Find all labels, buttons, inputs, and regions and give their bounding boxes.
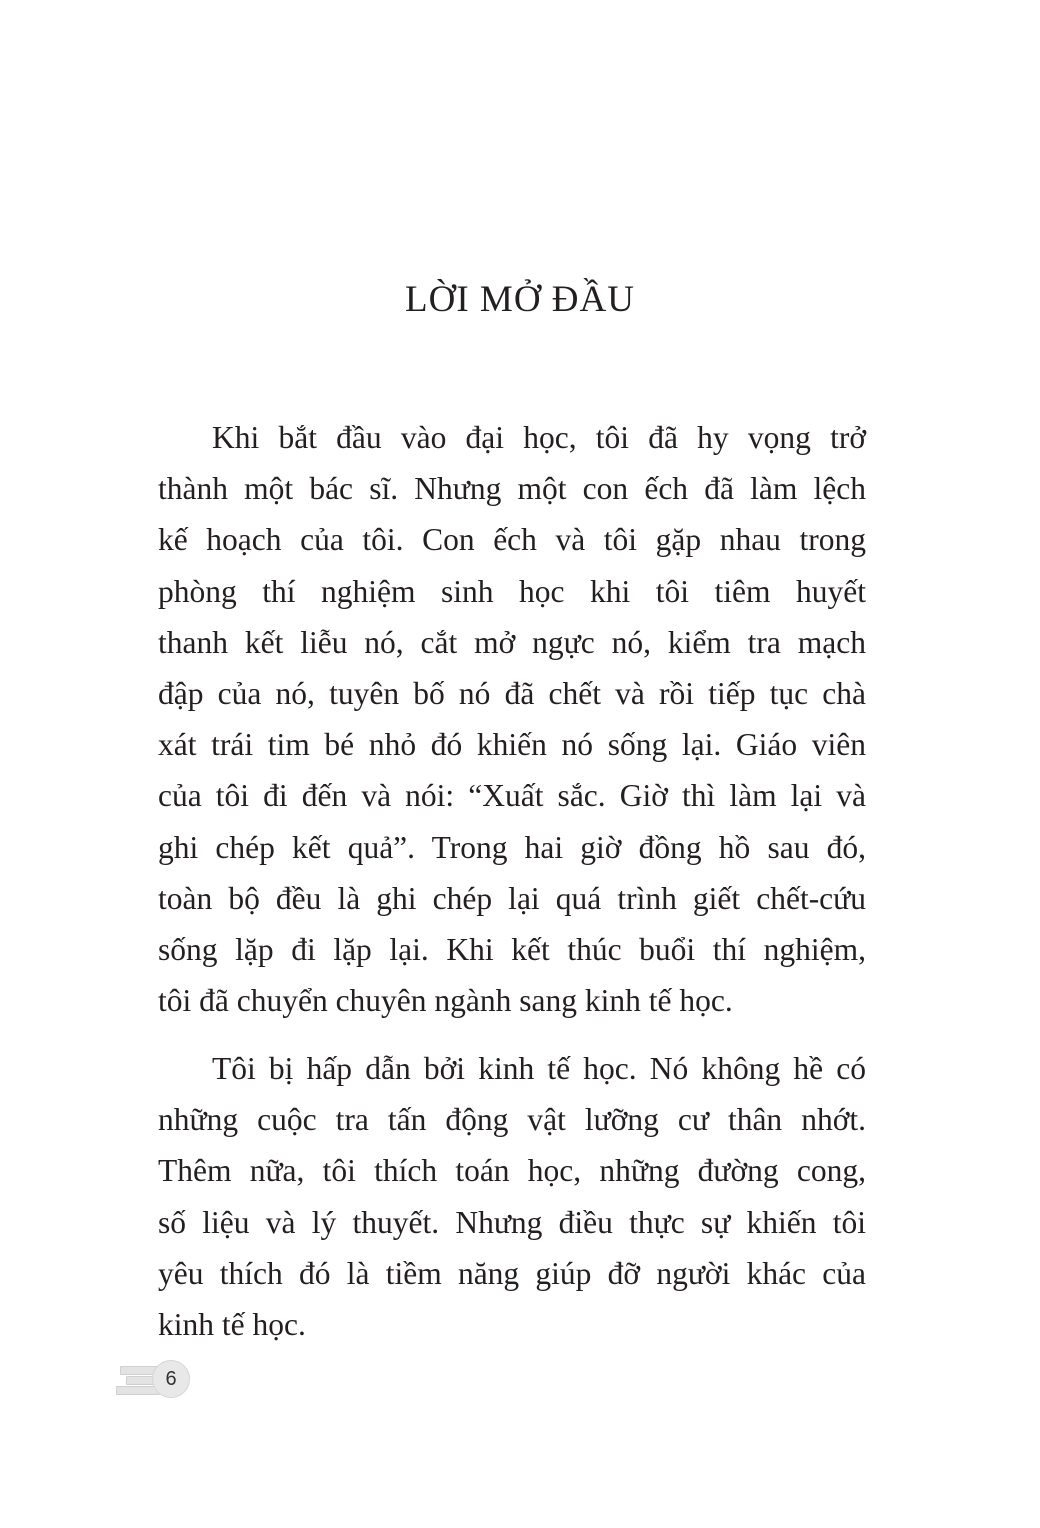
text-line: toàn bộ đều là ghi chép lại quá trình giết chết-cứu <box>158 880 866 916</box>
text-line: tôi đã chuyển chuyên ngành sang kinh tế học. <box>158 983 733 1019</box>
text-line: kế hoạch của tôi. Con ếch và tôi gặp nhau trong <box>158 522 866 558</box>
text-line: yêu thích đó là tiềm năng giúp đỡ người khác của <box>158 1255 866 1291</box>
text-line: Tôi bị hấp dẫn bởi kinh tế học. Nó không hề có <box>212 1051 866 1086</box>
text-line: phòng thí nghiệm sinh học khi tôi tiêm huyết <box>158 573 866 609</box>
text-line: đập của nó, tuyên bố nó đã chết và rồi tiếp tục chà <box>158 675 866 711</box>
text-line: sống lặp đi lặp lại. Khi kết thúc buổi thí nghiệm, <box>158 931 866 967</box>
text-line: ghi chép kết quả”. Trong hai giờ đồng hồ sau đó, <box>158 829 866 865</box>
text-line: xát trái tim bé nhỏ đó khiến nó sống lại. Giáo viên <box>158 727 866 763</box>
text-line: thành một bác sĩ. Nhưng một con ếch đã làm lệch <box>158 471 866 507</box>
text-line: Khi bắt đầu vào đại học, tôi đã hy vọng trở <box>212 420 866 455</box>
chapter-title: LỜI MỞ ĐẦU <box>405 279 635 320</box>
text-line: thanh kết liễu nó, cắt mở ngực nó, kiểm tra mạch <box>158 624 866 660</box>
paragraph-2 <box>158 1043 866 1350</box>
text-line: Thêm nữa, tôi thích toán học, những đường cong, <box>158 1153 866 1189</box>
text-line: những cuộc tra tấn động vật lưỡng cư thân nhớt. <box>158 1102 866 1138</box>
text-line: số liệu và lý thuyết. Nhưng điều thực sự khiến tôi <box>158 1204 866 1240</box>
page-number: 6 <box>152 1360 190 1398</box>
text-line: kinh tế học. <box>158 1306 306 1342</box>
page-number-badge <box>112 1360 192 1400</box>
text-line: của tôi đi đến và nói: “Xuất sắc. Giờ thì làm lại và <box>158 778 866 814</box>
paragraph-1 <box>158 412 866 1026</box>
